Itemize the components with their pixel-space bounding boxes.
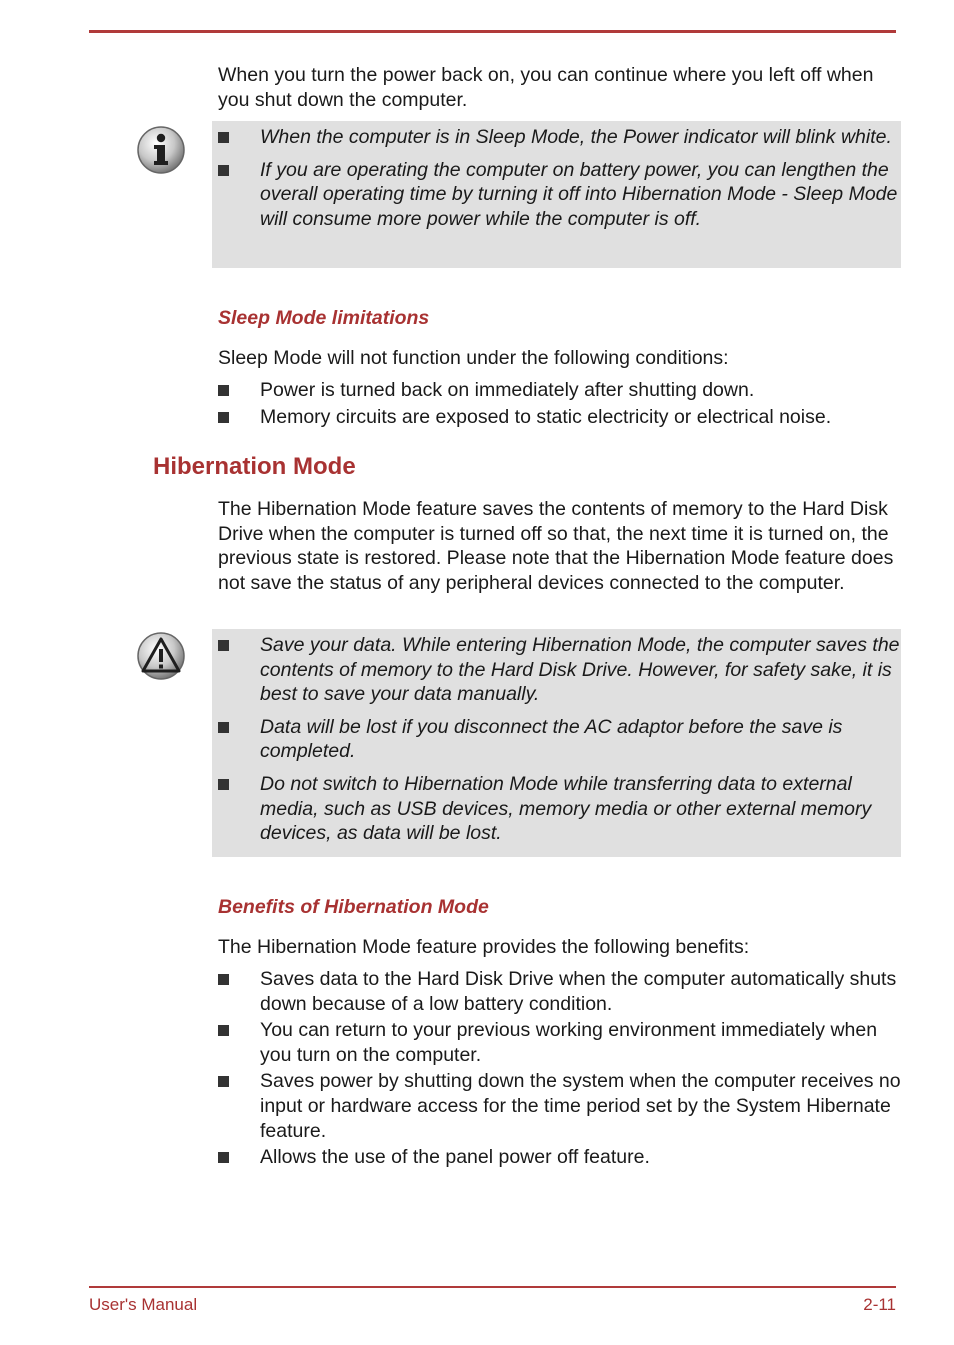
note-text: Save your data. While entering Hibernation Mode, the computer saves the contents of memory to the Hard Disk Drive. However, for safety sake, it is best to save your data manually.: [260, 634, 900, 706]
bullet-square-icon: [218, 165, 229, 176]
list-item-text: Saves power by shutting down the system when the computer receives no input or hardware access for the time period set by the System Hibernate feature.: [260, 1070, 901, 1142]
bullet-square-icon: [218, 779, 229, 790]
list-item: [212, 158, 901, 232]
bullet-square-icon: [218, 722, 229, 733]
sleep-limitations-list: [212, 378, 901, 429]
list-item: [212, 1145, 901, 1170]
list-item: [212, 405, 901, 430]
bullet-square-icon: [218, 974, 229, 985]
list-item: [212, 772, 901, 846]
note-text: Data will be lost if you disconnect the AC adaptor before the save is completed.: [260, 715, 843, 763]
intro-paragraph: When you turn the power back on, you can continue where you left off when you shut down the computer.: [218, 64, 874, 111]
list-item: [212, 967, 901, 1016]
footer-manual-title: User's Manual: [89, 1295, 198, 1314]
bullet-square-icon: [218, 1152, 229, 1163]
note-text: If you are operating the computer on battery power, you can lengthen the overall operating time by turning it off into Hibernation Mode - Sleep Mode will consume more power while the computer is off.: [260, 158, 898, 230]
bullet-square-icon: [218, 385, 229, 396]
sleep-limitations-intro: Sleep Mode will not function under the following conditions:: [218, 347, 729, 369]
sleep-limitations-heading: Sleep Mode limitations: [218, 307, 430, 329]
list-item-text: Allows the use of the panel power off feature.: [260, 1146, 650, 1169]
bullet-square-icon: [218, 640, 229, 651]
list-item-text: Power is turned back on immediately after shutting down.: [260, 379, 755, 401]
note-box-warning: [212, 629, 901, 857]
footer-page-number: 2-11: [863, 1295, 896, 1314]
list-item: [212, 1018, 901, 1067]
bullet-square-icon: [218, 1025, 229, 1036]
bullet-square-icon: [218, 132, 229, 143]
hibernation-heading: Hibernation Mode: [153, 453, 356, 480]
bullet-square-icon: [218, 1076, 229, 1087]
benefits-intro: The Hibernation Mode feature provides the following benefits:: [218, 936, 750, 958]
info-icon: [135, 124, 187, 176]
benefits-heading: Benefits of Hibernation Mode: [218, 896, 489, 918]
list-item: [212, 1069, 901, 1143]
list-item: [212, 125, 901, 150]
header-rule: [89, 30, 896, 33]
list-item-text: You can return to your previous working environment immediately when you turn on the computer.: [260, 1019, 878, 1066]
benefits-list: [212, 967, 901, 1170]
list-item-text: Saves data to the Hard Disk Drive when the computer automatically shuts down because of a low battery condition.: [260, 968, 897, 1015]
list-item: [212, 633, 901, 707]
note-text: Do not switch to Hibernation Mode while transferring data to external media, such as USB devices, memory media or other external memory devices, as data will be lost.: [260, 772, 872, 845]
footer-rule: [89, 1286, 896, 1288]
warning-icon: [135, 630, 187, 682]
hibernation-body: The Hibernation Mode feature saves the contents of memory to the Hard Disk Drive when the computer is turned off so that, the next time it is turned on, the previous state is restored. Please note that the Hibernation Mode feature does not save the status of any peripheral devices connected to the computer.: [218, 498, 894, 594]
list-item-text: Memory circuits are exposed to static electricity or electrical noise.: [260, 405, 832, 428]
bullet-square-icon: [218, 412, 229, 423]
list-item: [212, 715, 901, 764]
list-item: [212, 378, 901, 403]
note-box-info: [212, 121, 901, 268]
note-text: When the computer is in Sleep Mode, the Power indicator will blink white.: [260, 126, 892, 148]
